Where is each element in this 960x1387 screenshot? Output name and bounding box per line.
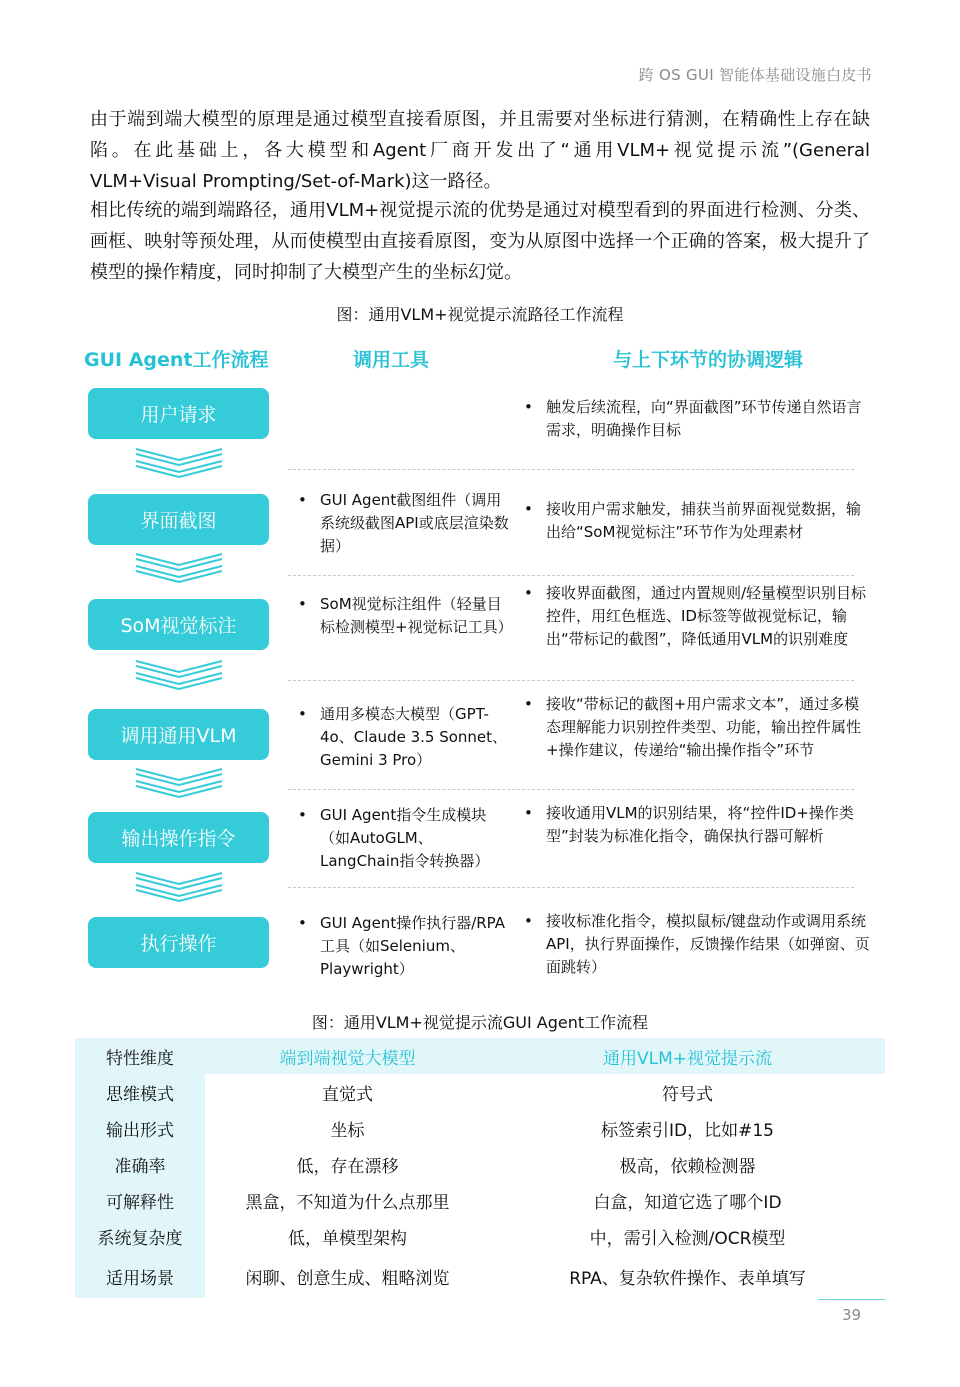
table-cell: 直觉式 [322, 1084, 373, 1105]
coordination-text: 接收界面截图，通过内置规则/轻量模型识别目标控件，用红色框选、ID标签等做视觉标记，输出“带标记的截图”，降低通用VLM的识别难度 [546, 584, 867, 648]
tool-item [298, 804, 510, 873]
bullet-dot: • [524, 804, 533, 822]
step-box-call-vlm: 调用通用VLM [88, 709, 269, 760]
tool-text: GUI Agent操作执行器/RPA工具（如Selenium、Playwright） [320, 914, 506, 978]
table-cell-dimension: 系统复杂度 [75, 1218, 205, 1254]
step-box-user-request: 用户请求 [88, 388, 269, 439]
bullet-dot: • [524, 500, 533, 518]
row-divider [288, 887, 854, 888]
table-cell-dimension: 思维模式 [75, 1074, 205, 1110]
tool-item [298, 489, 510, 558]
comparison-table [75, 1038, 885, 1298]
table-cell: 符号式 [662, 1084, 713, 1105]
step-box-screenshot: 界面截图 [88, 494, 269, 545]
bullet-dot: • [298, 705, 307, 723]
figure-caption: 图：通用VLM+视觉提示流路径工作流程 [336, 305, 624, 324]
table-row [75, 1074, 885, 1110]
table-cell-dimension: 适用场景 [75, 1254, 205, 1298]
tool-text: GUI Agent指令生成模块（如AutoGLM、LangChain指令转换器） [320, 806, 490, 870]
chevron-down-icon [134, 551, 224, 589]
coordination-text: 接收标准化指令，模拟鼠标/键盘动作或调用系统API，执行界面操作，反馈操作结果（如弹窗、页面跳转） [546, 912, 870, 976]
table-row [75, 1254, 885, 1298]
tool-item [298, 593, 513, 639]
running-header: 跨 OS GUI 智能体基础设施白皮书 [638, 66, 872, 84]
table-cell: 闲聊、创意生成、粗略浏览 [245, 1268, 450, 1289]
tool-text: 通用多模态大模型（GPT-4o、Claude 3.5 Sonnet、Gemini 3 Pro） [320, 705, 508, 769]
table-header-cell: 端到端视觉大模型 [205, 1038, 490, 1074]
tool-item [298, 912, 510, 981]
tool-text: SoM视觉标注组件（轻量目标检测模型+视觉标记工具） [320, 595, 513, 636]
step-box-output-instruction: 输出操作指令 [88, 812, 269, 863]
table-row [75, 1110, 885, 1146]
table-cell-dimension: 可解释性 [75, 1182, 205, 1218]
coordination-text: 触发后续流程，向“界面截图”环节传递自然语言需求，明确操作目标 [546, 398, 862, 439]
bullet-dot: • [298, 595, 307, 613]
bullet-dot: • [524, 398, 533, 416]
tool-text: GUI Agent截图组件（调用系统级截图API或底层渲染数据） [320, 491, 509, 555]
step-box-som-annotation: SoM视觉标注 [88, 599, 269, 650]
chevron-down-icon [134, 766, 224, 804]
coordination-item [524, 498, 874, 544]
bullet-dot: • [298, 914, 307, 932]
table-cell: RPA、复杂软件操作、表单填写 [569, 1268, 806, 1289]
table-cell: 低，存在漂移 [296, 1156, 399, 1177]
body-paragraph: 相比传统的端到端路径，通用VLM+视觉提示流的优势是通过对模型看到的界面进行检测、分类、画框、映射等预处理，从而使模型由直接看原图，变为从原图中选择一个正确的答案，极大提升了模型的操作精度，同时抑制了大模型产生的坐标幻觉。 [90, 200, 870, 283]
row-divider [288, 680, 854, 681]
bullet-dot: • [524, 912, 533, 930]
coordination-text: 接收“带标记的截图+用户需求文本”，通过多模态理解能力识别控件类型、功能，输出控件属性+操作建议，传递给“输出操作指令”环节 [546, 695, 862, 759]
bullet-dot: • [298, 491, 307, 509]
table-cell-dimension: 准确率 [75, 1146, 205, 1182]
coordination-item [524, 693, 874, 762]
table-row [75, 1182, 885, 1218]
coordination-text: 接收用户需求触发，捕获当前界面视觉数据，输出给“SoM视觉标注”环节作为处理素材 [546, 500, 862, 541]
coordination-item [524, 396, 874, 442]
page-number-rule [818, 1299, 885, 1300]
figure-caption: 图：通用VLM+视觉提示流GUI Agent工作流程 [311, 1013, 649, 1032]
table-row [75, 1218, 885, 1254]
coordination-item [524, 582, 874, 651]
row-divider [288, 469, 854, 470]
table-cell-dimension: 输出形式 [75, 1110, 205, 1146]
table-header-cell: 通用VLM+视觉提示流 [490, 1038, 885, 1074]
table-header-row [75, 1038, 885, 1074]
table-cell: 白盒，知道它选了哪个ID [593, 1192, 782, 1213]
column-header-coordination: 与上下环节的协调逻辑 [613, 349, 804, 371]
chevron-down-icon [134, 870, 224, 908]
column-header-workflow: GUI Agent工作流程 [84, 349, 269, 371]
chevron-down-icon [134, 658, 224, 696]
bullet-dot: • [524, 584, 533, 602]
body-paragraph: 由于端到端大模型的原理是通过模型直接看原图，并且需要对坐标进行猜测，在精确性上存在缺陷。在此基础上，各大模型和Agent厂商开发出了“通用VLM+视觉提示流”(General VLM+Visual Prompting/Set-of-Mark)这一路径。 [90, 109, 870, 192]
table-cell: 标签索引ID，比如#15 [601, 1120, 774, 1141]
column-header-tools: 调用工具 [353, 349, 430, 371]
coordination-item [524, 910, 874, 979]
table-cell: 中，需引入检测/OCR模型 [589, 1228, 786, 1249]
chevron-down-icon [134, 446, 224, 484]
tool-item [298, 703, 510, 772]
bullet-dot: • [298, 806, 307, 824]
bullet-dot: • [524, 695, 533, 713]
page-number: 39 [841, 1306, 862, 1324]
step-box-execute: 执行操作 [88, 917, 269, 968]
table-cell: 低，单模型架构 [288, 1228, 407, 1249]
table-cell: 坐标 [330, 1120, 365, 1141]
table-row [75, 1146, 885, 1182]
table-header-cell: 特性维度 [75, 1038, 205, 1074]
row-divider [288, 575, 854, 576]
row-divider [288, 789, 854, 790]
coordination-item [524, 802, 874, 848]
table-cell: 极高，依赖检测器 [619, 1156, 756, 1177]
coordination-text: 接收通用VLM的识别结果，将“控件ID+操作类型”封装为标准化指令，确保执行器可解析 [546, 804, 854, 845]
table-cell: 黑盒，不知道为什么点那里 [245, 1192, 450, 1213]
